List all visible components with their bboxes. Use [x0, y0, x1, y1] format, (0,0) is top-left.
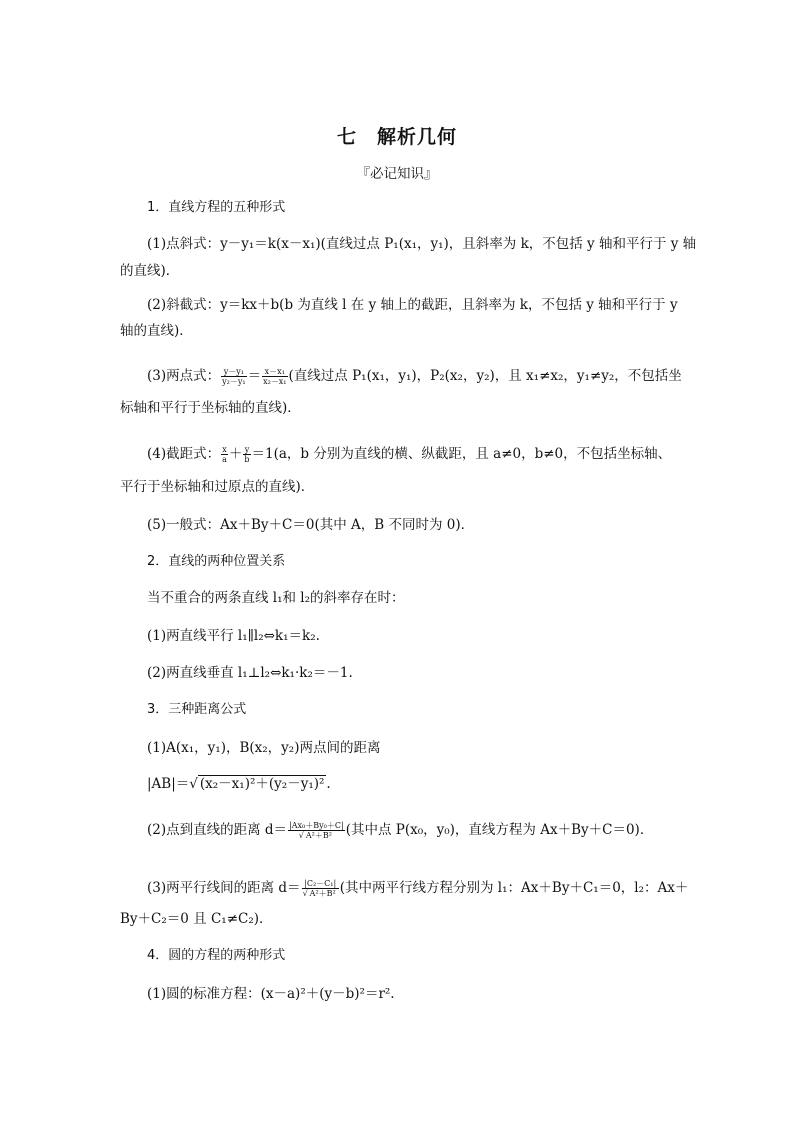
intercept-fraction-x	[221, 445, 228, 464]
sqrt-icon: √	[298, 831, 304, 840]
formula-suffix: (其中两平行线方程分别为 l₁：Ax＋By＋C₁＝0，l₂：Ax＋	[339, 880, 689, 896]
section-2-intro: 当不重合的两条直线 l₁和 l₂的斜率存在时：	[147, 590, 405, 606]
radicand: A²＋B²	[305, 831, 332, 840]
section-2-heading: 2．直线的两种位置关系	[147, 554, 286, 569]
two-point-form-cont: 标轴和平行于坐标轴的直线)．	[120, 400, 301, 416]
fraction-denominator: a	[222, 455, 227, 464]
sqrt-icon: √	[302, 889, 308, 898]
point-line-fraction	[288, 821, 345, 840]
perpendicular-condition: (2)两直线垂直 l₁⊥l₂⇔k₁·k₂＝－1.	[147, 665, 353, 681]
formula-prefix: |AB|＝	[147, 776, 190, 792]
page-title: 七 解析几何	[336, 126, 457, 148]
two-point-form	[147, 366, 707, 386]
formula-prefix: (3)两平行线间的距离 d＝	[147, 880, 301, 896]
sqrt-icon: √	[189, 776, 198, 792]
fraction-numerator: y－y₁	[221, 367, 246, 377]
fraction-denominator: y₂－y₁	[222, 377, 246, 386]
fraction-denominator: x₂－x₁	[263, 377, 287, 386]
fraction-numerator: y	[244, 445, 250, 454]
intercept-form	[147, 444, 707, 464]
slope-intercept-form-cont: 轴的直线)．	[120, 323, 193, 339]
two-point-prefix: (3)两点式：	[147, 368, 221, 384]
fraction-numerator: |Ax₀＋By₀＋C|	[289, 821, 344, 830]
two-point-fraction-x	[262, 367, 287, 386]
fraction-numerator: x	[222, 445, 227, 454]
general-form: (5)一般式：Ax＋By＋C＝0(其中 A，B 不同时为 0)．	[147, 517, 475, 533]
point-slope-form: (1)点斜式：y－y₁＝k(x－x₁)(直线过点 P₁(x₁，y₁)，且斜率为 k，不包括 y 轴和平行于 y 轴	[147, 236, 697, 252]
two-point-distance-text: (1)A(x₁，y₁)，B(x₂，y₂)两点间的距离	[147, 740, 381, 756]
fraction-denominator	[302, 889, 339, 898]
fraction-numerator: |C₂－C₁|	[302, 879, 339, 889]
section-4-heading: 4．圆的方程的两种形式	[147, 948, 286, 963]
intercept-prefix: (4)截距式：	[147, 446, 221, 462]
formula-prefix: (2)点到直线的距离 d＝	[147, 822, 288, 838]
circle-standard-equation: (1)圆的标准方程：(x－a)²＋(y－b)²＝r².	[147, 986, 395, 1002]
intercept-suffix: ＝1(a，b 分别为直线的横、纵截距，且 a≠0，b≠0，不包括坐标轴、	[251, 446, 672, 462]
point-slope-form-cont: 的直线)．	[120, 263, 180, 279]
intercept-fraction-y	[243, 445, 250, 464]
intercept-form-cont: 平行于坐标轴和过原点的直线)．	[120, 479, 315, 495]
parallel-lines-distance	[147, 878, 707, 898]
slope-intercept-form: (2)斜截式：y＝kx＋b(b 为直线 l 在 y 轴上的截距，且斜率为 k，不包括 y 轴和平行于 y	[147, 297, 678, 313]
fraction-numerator: x－x₁	[262, 367, 287, 377]
fraction-denominator: b	[244, 455, 250, 464]
section-1-heading: 1．直线方程的五种形式	[147, 200, 286, 215]
parallel-condition: (1)两直线平行 l₁∥l₂⇔k₁＝k₂.	[147, 628, 320, 644]
equals-sign: ＝	[247, 368, 262, 384]
plus-sign: ＋	[228, 446, 243, 462]
formula-suffix: .	[326, 776, 331, 792]
point-line-distance	[147, 820, 707, 840]
section-3-heading: 3．三种距离公式	[147, 702, 247, 717]
radicand: A²＋B²	[309, 889, 336, 898]
radicand: (x₂－x₁)²＋(y₂－y₁)²	[199, 776, 325, 792]
parallel-lines-fraction	[302, 879, 339, 898]
two-point-distance-formula	[147, 774, 707, 794]
page-subtitle: 『必记知识』	[356, 166, 438, 182]
two-point-suffix: (直线过点 P₁(x₁，y₁)，P₂(x₂，y₂)，且 x₁≠x₂，y₁≠y₂，不包括坐	[288, 368, 682, 384]
fraction-denominator	[288, 831, 345, 840]
formula-suffix: (其中点 P(x₀，y₀)，直线方程为 Ax＋By＋C＝0)．	[345, 822, 654, 838]
two-point-fraction-y	[221, 367, 246, 386]
parallel-lines-distance-cont: By＋C₂＝0 且 C₁≠C₂)．	[120, 911, 273, 927]
